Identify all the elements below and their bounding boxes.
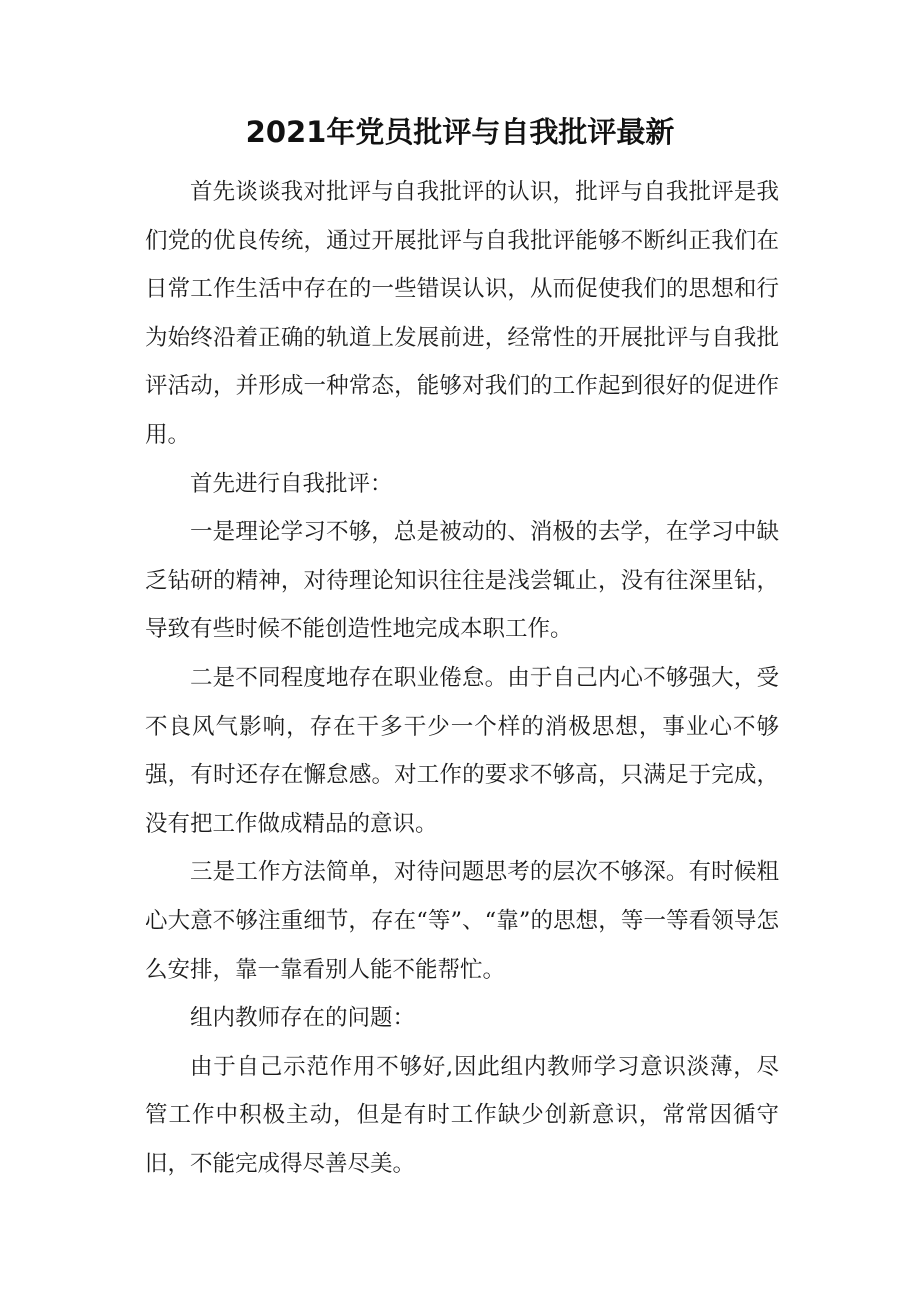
paragraph-point-two: 二是不同程度地存在职业倦怠。由于自己内心不够强大，受不良风气影响，存在干多干少一个样的消极思想，事业心不够强，有时还存在懈怠感。对工作的要求不够高，只满足于完成，没有把工作做成精品的意识。: [145, 664, 779, 837]
document-body: [145, 168, 779, 1188]
paragraph-self-criticism-heading: 首先进行自我批评：: [190, 470, 393, 497]
paragraph-point-three: 三是工作方法简单，对待问题思考的层次不够深。有时候粗心大意不够注重细节，存在“等”、“靠”的思想，等一等看领导怎么安排，靠一靠看别人能不能帮忙。: [145, 859, 779, 983]
paragraph-group-issues: 由于自己示范作用不够好,因此组内教师学习意识淡薄，尽管工作中积极主动，但是有时工作缺少创新意识，常常因循守旧，不能完成得尽善尽美。: [145, 1053, 779, 1177]
paragraph-group-issues-heading: 组内教师存在的问题：: [190, 1005, 416, 1032]
document-title: 2021年党员批评与自我批评最新: [245, 115, 675, 149]
paragraph-intro: 首先谈谈我对批评与自我批评的认识，批评与自我批评是我们党的优良传统，通过开展批评与自我批评能够不断纠正我们在日常工作生活中存在的一些错误认识，从而促使我们的思想和行为始终沿着正确的轨道上发展前进，经常性的开展批评与自我批评活动，并形成一种常态，能够对我们的工作起到很好的促进作用。: [145, 179, 779, 448]
paragraph-point-one: 一是理论学习不够，总是被动的、消极的去学，在学习中缺乏钻研的精神，对待理论知识往往是浅尝辄止，没有往深里钻，导致有些时候不能创造性地完成本职工作。: [145, 519, 779, 643]
